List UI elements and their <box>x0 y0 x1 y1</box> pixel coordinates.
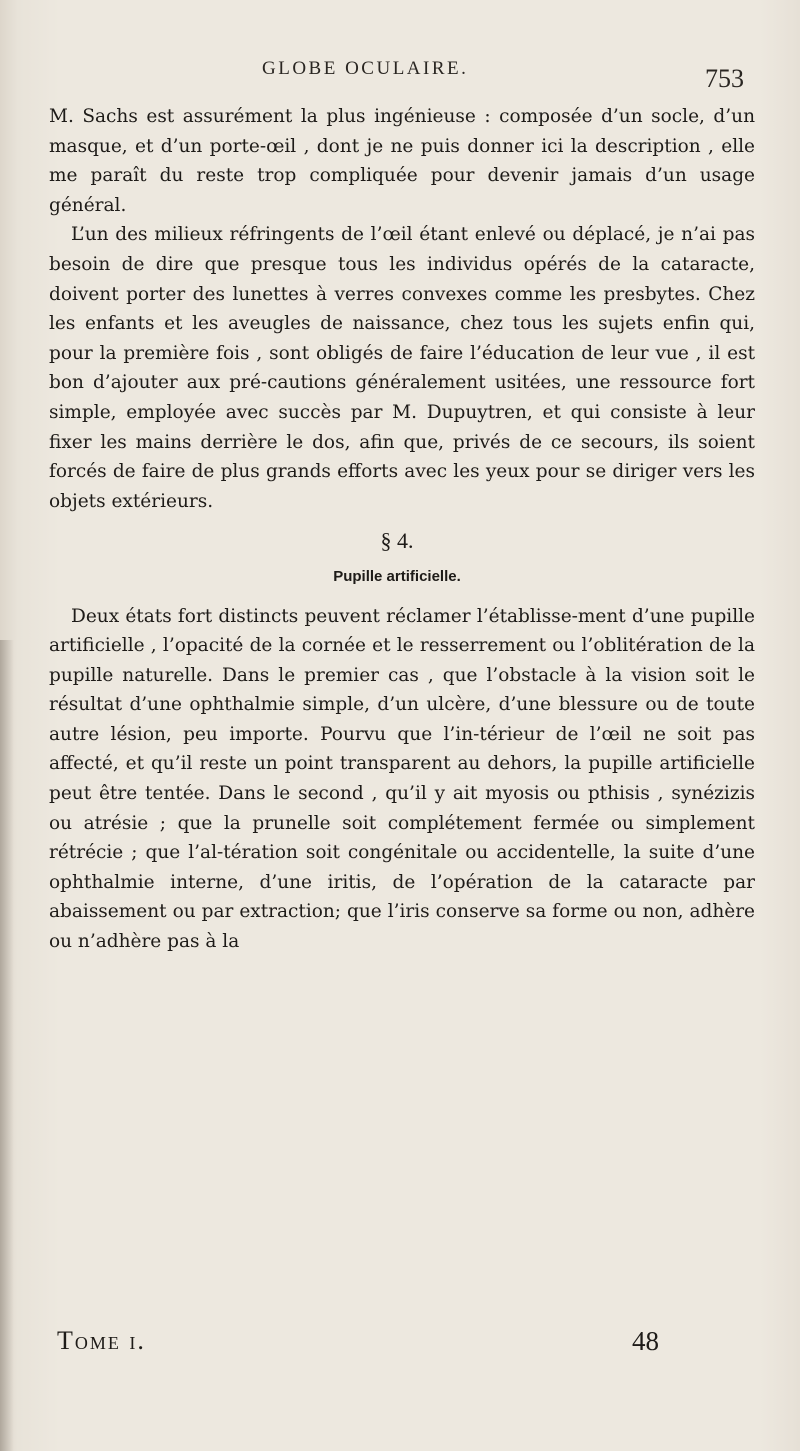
body-text <box>49 102 755 957</box>
page-number: 753 <box>705 64 744 93</box>
section-title: Pupille artificielle. <box>333 567 461 585</box>
volume-signature: Tome i. <box>57 1326 146 1355</box>
paragraph-2: L’un des milieux réfringents de l’œil étant enlevé ou déplacé, je n’ai pas besoin de dire que presque tous les individus opérés de la cataracte, doivent porter des lunettes à verres convexes comme les presbytes. Chez les enfants et les aveugles de naissance, chez tous les sujets enfin qui, pour la première fois , sont obligés de faire l’éducation de leur vue , il est bon d’ajouter aux pré-cautions généralement usitées, une ressource fort simple, employée avec succès par M. Dupuytren, et qui consiste à leur fixer les mains derrière le dos, afin que, privés de ce secours, ils soient forcés de faire de plus grands efforts avec les yeux pour se diriger vers les objets extérieurs. <box>49 224 755 512</box>
sheet-number: 48 <box>632 1326 659 1356</box>
running-head: GLOBE OCULAIRE. <box>262 58 469 79</box>
paragraph-1: M. Sachs est assurément la plus ingénieuse : composée d’un socle, d’un masque, et d’un porte-œil , dont je ne puis donner ici la description , elle me paraît du reste trop compliquée pour devenir jamais d’un usage général. <box>49 106 755 216</box>
gutter-shadow <box>0 640 14 1451</box>
paragraph-3: Deux états fort distincts peuvent réclamer l’établisse-ment d’une pupille artificielle , l’opacité de la cornée et le resserrement ou l’oblitération de la pupille naturelle. Dans le premier cas , que l’obstacle à la vision soit le résultat d’une ophthalmie simple, d’un ulcère, d’une blessure ou de toute autre lésion, peu importe. Pourvu que l’in-térieur de l’œil ne soit pas affecté, et qu’il reste un point transparent au dehors, la pupille artificielle peut être tentée. Dans le second , qu’il y ait myosis ou pthisis , synézizis ou atrésie ; que la prunelle soit complétement fermée ou simplement rétrécie ; que l’al-tération soit congénitale ou accidentelle, la suite d’une ophthalmie interne, d’une iritis, de l’opération de la cataracte par abaissement ou par extraction; que l’iris conserve sa forme ou non, adhère ou n’adhère pas à la <box>49 605 755 953</box>
section-mark: § 4. <box>380 528 414 554</box>
